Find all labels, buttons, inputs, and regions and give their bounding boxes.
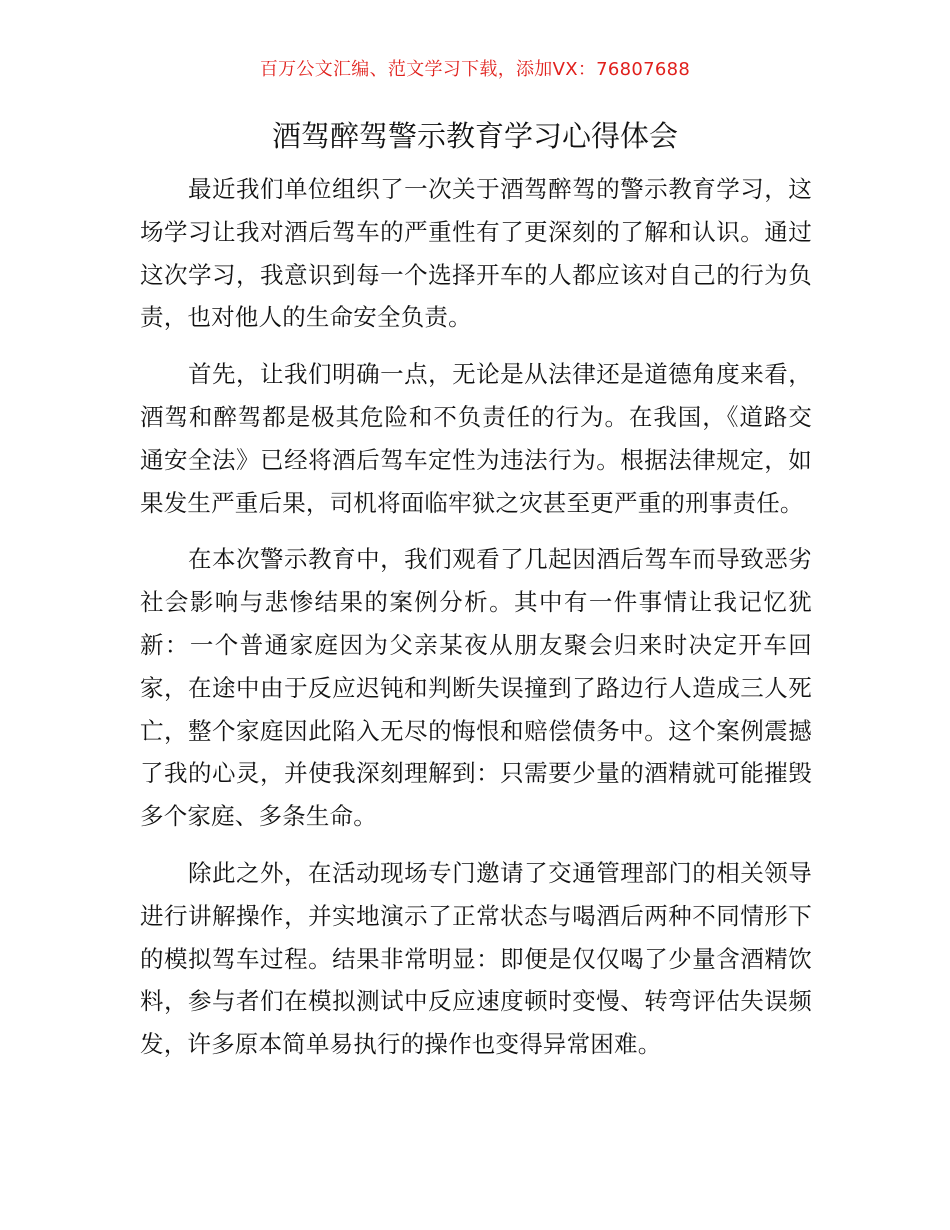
paragraph-1: 最近我们单位组织了一次关于酒驾醉驾的警示教育学习，这场学习让我对酒后驾车的严重性有了更深刻的了解和认识。通过这次学习，我意识到每一个选择开车的人都应该对自己的行为负责，也对他人的生命安全负责。 [140, 175, 812, 332]
document-title: 酒驾醉驾警示教育学习心得体会 [271, 119, 678, 153]
paragraph-4: 除此之外，在活动现场专门邀请了交通管理部门的相关领导进行讲解操作，并实地演示了正常状态与喝酒后两种不同情形下的模拟驾车过程。结果非常明显：即便是仅仅喝了少量含酒精饮料，参与者们在模拟测试中反应速度顿时变慢、转弯评估失误频发，许多原本简单易执行的操作也变得异常困难。 [140, 858, 812, 1059]
paragraph-2: 首先，让我们明确一点，无论是从法律还是道德角度来看，酒驾和醉驾都是极其危险和不负责任的行为。在我国，《道路交通安全法》已经将酒后驾车定性为违法行为。根据法律规定，如果发生严重后果，司机将面临牢狱之灾甚至更严重的刑事责任。 [140, 360, 812, 517]
document-body [140, 168, 812, 1080]
header-note: 百万公文汇编、范文学习下载，添加VX：76807688 [259, 59, 691, 80]
paragraph-3: 在本次警示教育中，我们观看了几起因酒后驾车而导致恶劣社会影响与悲惨结果的案例分析。其中有一件事情让我记忆犹新：一个普通家庭因为父亲某夜从朋友聚会归来时决定开车回家，在途中由于反应迟钝和判断失误撞到了路边行人造成三人死亡，整个家庭因此陷入无尽的悔恨和赔偿债务中。这个案例震撼了我的心灵，并使我深刻理解到：只需要少量的酒精就可能摧毁多个家庭、多条生命。 [140, 545, 812, 831]
